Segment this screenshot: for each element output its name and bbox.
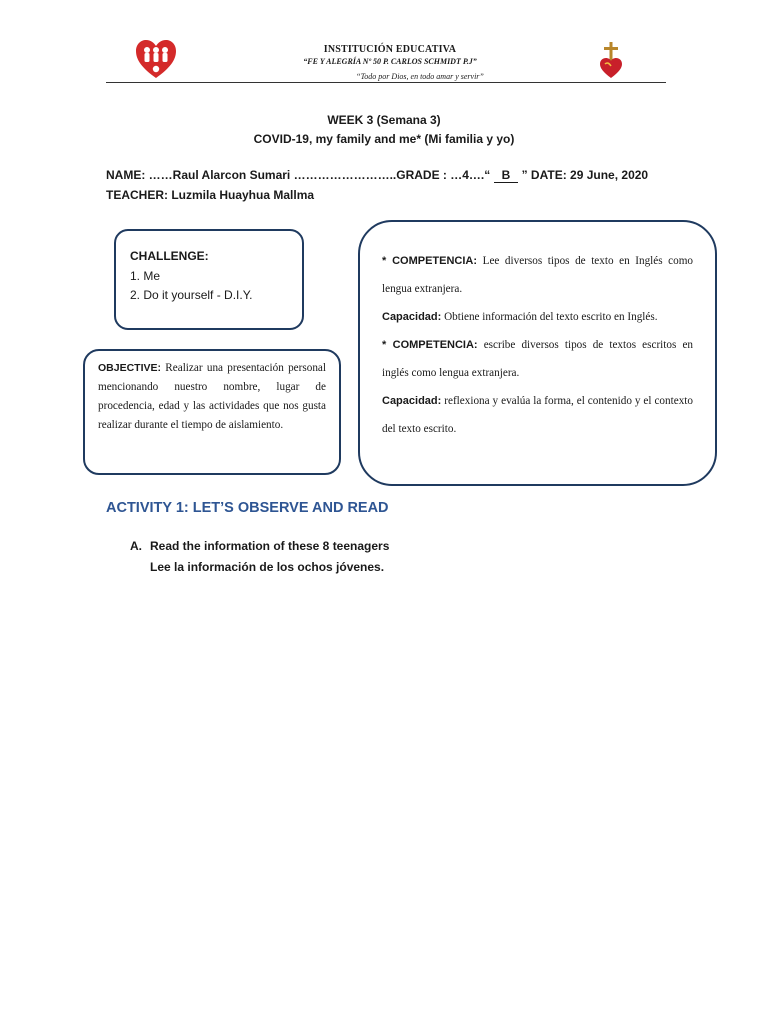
challenge-item: 1. Me <box>130 269 161 283</box>
school-motto: “Todo por Dios, en todo amar y servir” <box>356 72 484 81</box>
teacher-line: TEACHER: Luzmila Huayhua Mallma <box>106 188 315 202</box>
cross-heart-icon <box>598 40 624 80</box>
competencia-1-text: Lee diversos tipos de texto en Inglés como lengua extranjera. <box>382 255 693 295</box>
task-english: Read the information of these 8 teenagers <box>150 539 390 553</box>
competencia-1 <box>382 247 693 303</box>
task-spanish: Lee la información de los ochos jóvenes. <box>150 560 385 574</box>
week-title: WEEK 3 (Semana 3) <box>327 113 441 127</box>
grade-section: B <box>494 168 519 183</box>
header-divider <box>106 82 666 83</box>
competencia-2 <box>382 331 693 387</box>
challenge-item: 2. Do it yourself - D.I.Y. <box>130 288 253 302</box>
objective-text: Realizar una presentación personal mencionando nuestro nombre, lugar de procedencia, edad y las actividades que nos gusta realizar durante el tiempo de aislamiento. <box>98 362 326 431</box>
date-text: ” DATE: 29 June, 2020 <box>518 168 649 182</box>
school-subtitle: “FE Y ALEGRÍA Nº 50 P. CARLOS SCHMIDT P.J” <box>303 57 477 66</box>
competencia-2-text: escribe diversos tipos de textos escritos en inglés como lengua extranjera. <box>382 339 694 379</box>
competencia-box <box>358 220 717 486</box>
competencia-1-label: * COMPETENCIA: <box>382 255 478 267</box>
capacidad-1-text: Obtiene información del texto escrito en Inglés. <box>441 311 658 323</box>
activity-heading: ACTIVITY 1: LET’S OBSERVE AND READ <box>106 500 389 516</box>
task-letter: A. <box>130 539 142 553</box>
student-info-line <box>106 168 648 183</box>
capacidad-1-label: Capacidad: <box>382 311 442 323</box>
challenge-box <box>114 229 304 330</box>
topic-title: COVID-19, my family and me* (Mi familia y yo) <box>253 132 515 146</box>
task-a <box>130 539 389 553</box>
capacidad-2-text: reflexiona y evalúa la forma, el contenido y el contexto del texto escrito. <box>382 395 693 435</box>
challenge-heading: CHALLENGE: <box>130 249 209 263</box>
competencia-2-label: * COMPETENCIA: <box>382 339 478 351</box>
name-grade-text: NAME: ……Raul Alarcon Sumari ……………………..GRADE : …4….“ <box>106 168 494 182</box>
capacidad-2-label: Capacidad: <box>382 395 442 407</box>
school-logo-icon <box>134 38 178 82</box>
capacidad-1 <box>382 303 693 331</box>
objective-label: OBJECTIVE: <box>98 362 162 374</box>
school-name: INSTITUCIÓN EDUCATIVA <box>323 44 457 55</box>
capacidad-2 <box>382 387 693 443</box>
objective-box <box>83 349 341 475</box>
